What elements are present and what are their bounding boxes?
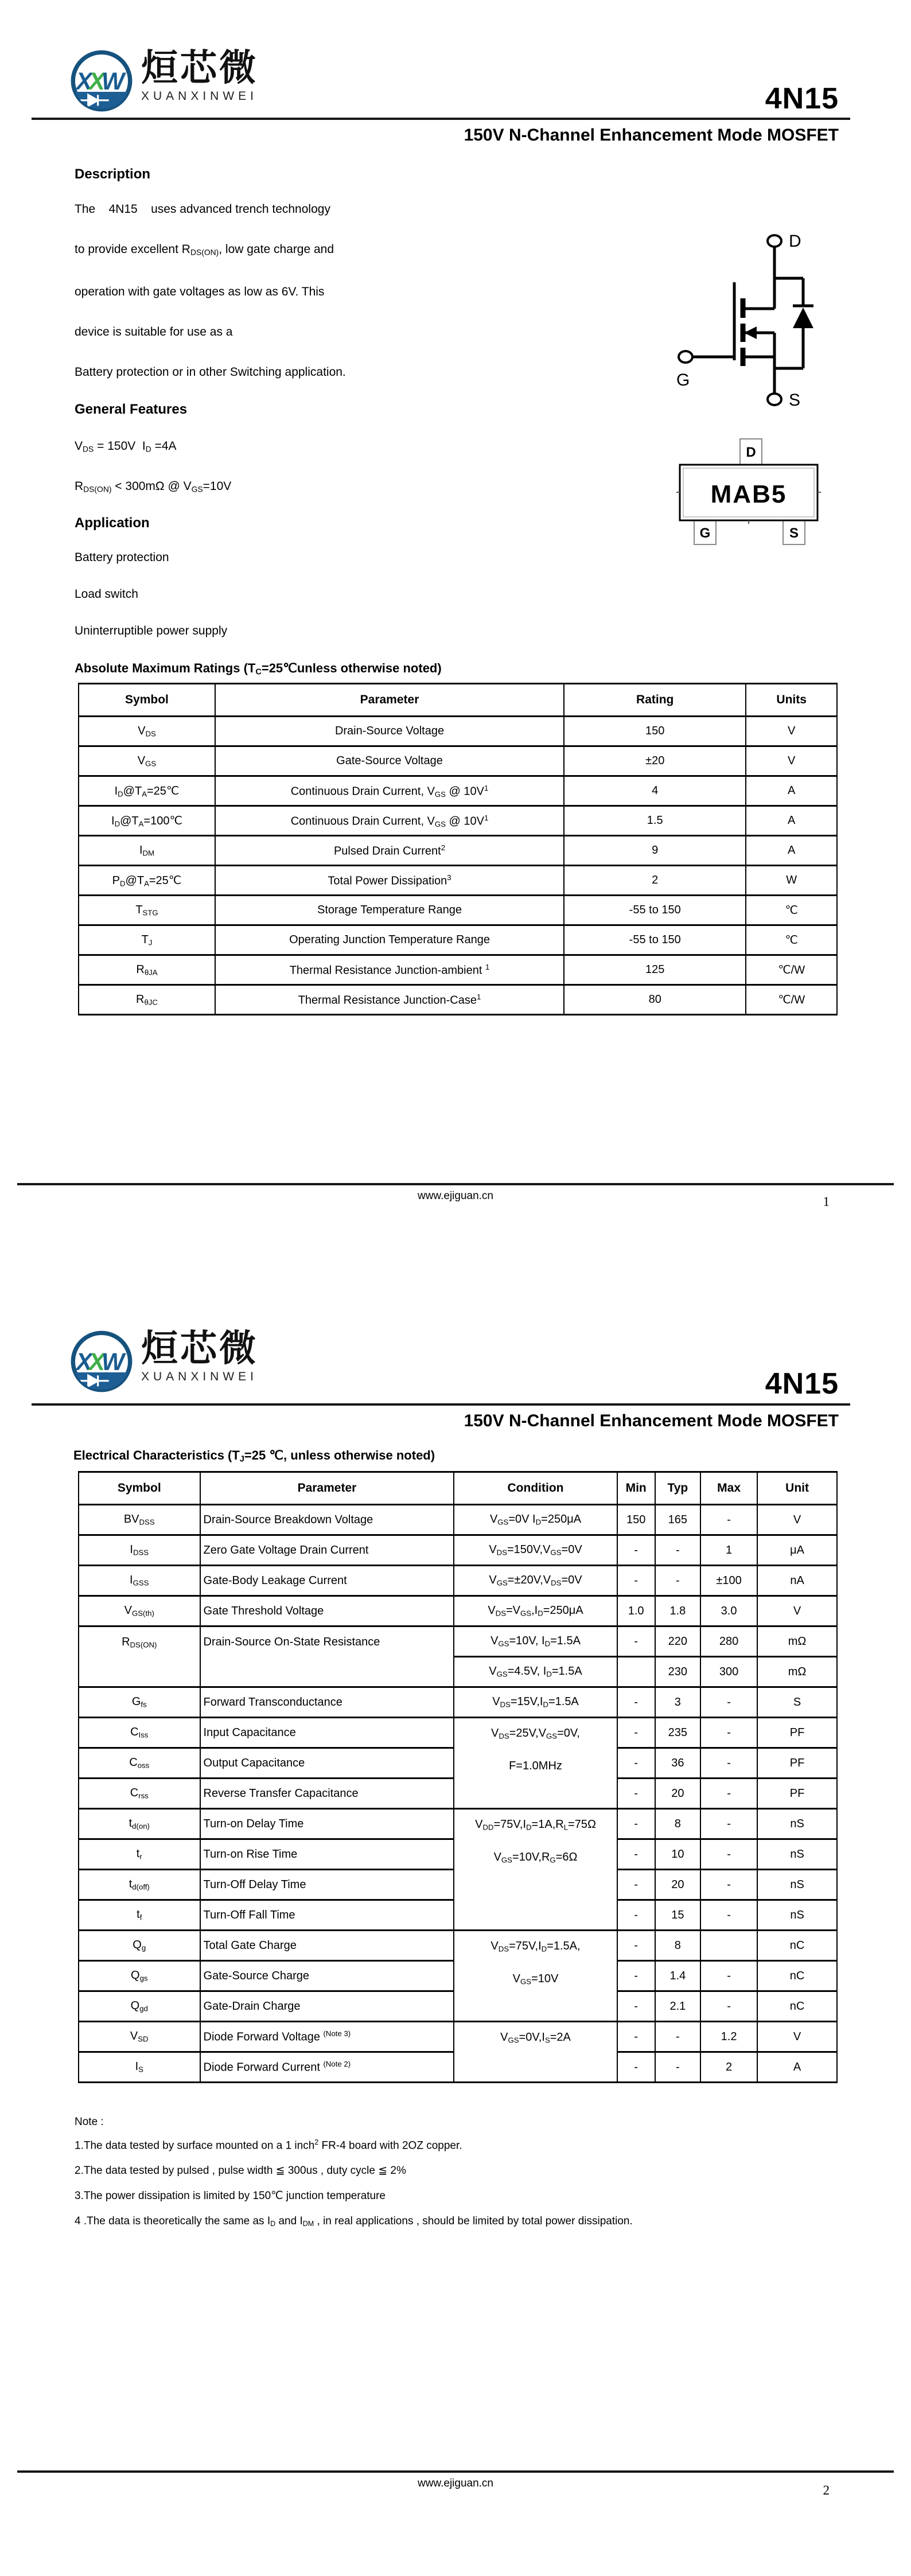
feature-line: $R_{DS(ON)} < 300m\Omega$ @ $V_{GS}=10V$ bbox=[75, 480, 232, 494]
column-header: Symbol bbox=[79, 684, 215, 717]
note-line: 2.The data tested by pulsed , pulse width ≦ 300us , duty cycle ≦ 2% bbox=[75, 2165, 406, 2177]
cell: ℃ bbox=[746, 896, 837, 925]
cell: 8 bbox=[655, 1809, 700, 1839]
cell: - bbox=[617, 1535, 655, 1566]
page-number-1: 1 bbox=[823, 1194, 830, 1209]
cell: - bbox=[700, 1748, 757, 1779]
cell: Thermal Resistance Junction-Case$^1$ bbox=[215, 985, 564, 1015]
cell: mΩ bbox=[757, 1657, 837, 1687]
cell: Continuous Drain Current, $V_{GS}$ @ $10V^1$ bbox=[215, 776, 564, 806]
cell: 1.0 bbox=[617, 1596, 655, 1626]
cell: - bbox=[617, 1748, 655, 1779]
cell: $V_{GS}=10V$, $I_D=1.5A$ bbox=[454, 1626, 617, 1657]
cell: ℃/W bbox=[746, 955, 837, 985]
cell: Drain-Source Voltage bbox=[215, 717, 564, 746]
cell: - bbox=[655, 1566, 700, 1596]
cell: Drain-Source Breakdown Voltage bbox=[200, 1505, 454, 1535]
cell: nC bbox=[757, 1991, 837, 2022]
cell: Output Capacitance bbox=[200, 1748, 454, 1779]
cell: V bbox=[757, 1596, 837, 1626]
cell: nA bbox=[757, 1566, 837, 1596]
cell: $T_{STG}$ bbox=[79, 896, 215, 925]
cell: $T_J$ bbox=[79, 925, 215, 955]
cell: $Q_g$ bbox=[79, 1931, 200, 1961]
cell: - bbox=[617, 1839, 655, 1870]
cell: 1.4 bbox=[655, 1961, 700, 1991]
cell: - bbox=[700, 1718, 757, 1748]
package-drawing bbox=[676, 439, 821, 544]
source-terminal bbox=[768, 394, 781, 405]
cell: 20 bbox=[655, 1870, 700, 1900]
cell: Gate-Source Charge bbox=[200, 1961, 454, 1991]
cell: 1.2 bbox=[700, 2022, 757, 2052]
cell: - bbox=[700, 1687, 757, 1718]
cell: Diode Forward Current $^{(Note 2)}$ bbox=[200, 2052, 454, 2083]
cell: V bbox=[757, 2022, 837, 2052]
cell: - bbox=[700, 1870, 757, 1900]
cell: - bbox=[617, 1626, 655, 1657]
table-row bbox=[79, 836, 837, 866]
cell: 8 bbox=[655, 1931, 700, 1961]
cell: Forward Transconductance bbox=[200, 1687, 454, 1718]
general-features-list bbox=[75, 427, 522, 508]
brand-name-chinese: 烜芯微 bbox=[141, 47, 258, 88]
cell: Reverse Transfer Capacitance bbox=[200, 1779, 454, 1809]
cell: $V_{DS}=15V,I_D=1.5A$ bbox=[454, 1687, 617, 1718]
column-header: Parameter bbox=[200, 1472, 454, 1505]
table-row bbox=[79, 1535, 837, 1566]
table-row bbox=[79, 806, 837, 836]
cell: 150 bbox=[617, 1505, 655, 1535]
cell: - bbox=[700, 1900, 757, 1931]
cell: $V_{SD}$ bbox=[79, 2022, 200, 2052]
table-row bbox=[79, 717, 837, 746]
brand-logo-page2 bbox=[70, 1330, 258, 1393]
cell: PF bbox=[757, 1718, 837, 1748]
table-row bbox=[79, 2022, 837, 2052]
cell: - bbox=[617, 2022, 655, 2052]
cell: $t_{d(off)}$ bbox=[79, 1870, 200, 1900]
table-row bbox=[79, 866, 837, 896]
cell: V bbox=[746, 717, 837, 746]
cell: $P_D@T_A=25℃$ bbox=[79, 866, 215, 896]
cell: Drain-Source On-State Resistance bbox=[200, 1626, 454, 1687]
cell: $V_{DS}=25V,V_{GS}=0V$, F=1.0MHz bbox=[454, 1718, 617, 1809]
cell: - bbox=[617, 1900, 655, 1931]
cell: $Q_{gs}$ bbox=[79, 1961, 200, 1991]
cell: $R_{DS(ON)}$ bbox=[79, 1626, 200, 1687]
table-row bbox=[79, 896, 837, 925]
table-row bbox=[79, 1931, 837, 1961]
cell: V bbox=[746, 746, 837, 776]
description-line: The 4N15 uses advanced trench technology bbox=[75, 203, 330, 216]
cell: Gate Threshold Voltage bbox=[200, 1596, 454, 1626]
cell: Continuous Drain Current, $V_{GS}$ @ $10V^1$ bbox=[215, 806, 564, 836]
cell: - bbox=[617, 1566, 655, 1596]
cell: Operating Junction Temperature Range bbox=[215, 925, 564, 955]
brand-logo bbox=[70, 49, 258, 112]
cell: $t_f$ bbox=[79, 1900, 200, 1931]
cell: $V_{DS}=150V,V_{GS}=0V$ bbox=[454, 1535, 617, 1566]
table-row bbox=[79, 1626, 837, 1657]
cell: 280 bbox=[700, 1626, 757, 1657]
cell: 1.8 bbox=[655, 1596, 700, 1626]
cell: 20 bbox=[655, 1779, 700, 1809]
cell: nC bbox=[757, 1961, 837, 1991]
cell: Gate-Drain Charge bbox=[200, 1991, 454, 2022]
body-arrow bbox=[744, 326, 757, 339]
cell: 3 bbox=[655, 1687, 700, 1718]
cell: $V_{GS}=\pm 20V,V_{DS}=0V$ bbox=[454, 1566, 617, 1596]
cell: -55 to 150 bbox=[564, 896, 746, 925]
cell: 125 bbox=[564, 955, 746, 985]
cell: nC bbox=[757, 1931, 837, 1961]
package-marking: MAB5 bbox=[710, 480, 787, 508]
mosfet-symbol bbox=[692, 247, 813, 393]
cell: - bbox=[617, 1718, 655, 1748]
mosfet-symbol-and-package-drawing bbox=[651, 218, 840, 562]
cell: $I_{DSS}$ bbox=[79, 1535, 200, 1566]
cell: 1.5 bbox=[564, 806, 746, 836]
cell: 15 bbox=[655, 1900, 700, 1931]
brand-logo-icon bbox=[70, 49, 133, 112]
drain-terminal bbox=[768, 235, 781, 247]
cell: A bbox=[757, 2052, 837, 2083]
notes-list bbox=[75, 2130, 855, 2236]
cell: - bbox=[700, 1809, 757, 1839]
cell: Zero Gate Voltage Drain Current bbox=[200, 1535, 454, 1566]
table-row bbox=[79, 985, 837, 1015]
cell: $C_{oss}$ bbox=[79, 1748, 200, 1779]
cell: nS bbox=[757, 1900, 837, 1931]
cell: $V_{GS(th)}$ bbox=[79, 1596, 200, 1626]
cell: 300 bbox=[700, 1657, 757, 1687]
cell: - bbox=[700, 1961, 757, 1991]
cell: A bbox=[746, 806, 837, 836]
column-header: Rating bbox=[564, 684, 746, 717]
page-number-2: 2 bbox=[823, 2483, 830, 2497]
cell: - bbox=[700, 1839, 757, 1870]
description-line: Battery protection or in other Switching application. bbox=[75, 365, 346, 379]
cell: $Q_{gd}$ bbox=[79, 1991, 200, 2022]
logo-letter-x1: X bbox=[76, 67, 92, 95]
cell: ±100 bbox=[700, 1566, 757, 1596]
cell: Input Capacitance bbox=[200, 1718, 454, 1748]
cell: - bbox=[617, 1870, 655, 1900]
part-number: 4N15 bbox=[765, 82, 839, 115]
feature-line: $V_{DS} = 150V$ $I_D =4A$ bbox=[75, 439, 177, 454]
brand-name-latin: XUANXINWEI bbox=[141, 1370, 258, 1383]
cell: Turn-on Rise Time bbox=[200, 1839, 454, 1870]
cell: W bbox=[746, 866, 837, 896]
cell: Total Power Dissipation$^3$ bbox=[215, 866, 564, 896]
logo-letter-x2: X bbox=[88, 67, 106, 95]
cell: 2 bbox=[564, 866, 746, 896]
column-header: Parameter bbox=[215, 684, 564, 717]
cell: $V_{GS}=0V$ $I_D=250\mu A$ bbox=[454, 1505, 617, 1535]
cell: 4 bbox=[564, 776, 746, 806]
footer-url-page1: www.ejiguan.cn bbox=[417, 1190, 494, 1202]
cell: $I_D@T_A=100℃$ bbox=[79, 806, 215, 836]
table-row bbox=[79, 776, 837, 806]
cell: V bbox=[757, 1505, 837, 1535]
cell: 1 bbox=[700, 1535, 757, 1566]
cell: $C_{rss}$ bbox=[79, 1779, 200, 1809]
cell: Thermal Resistance Junction-ambient $^1$ bbox=[215, 955, 564, 985]
cell: 2.1 bbox=[655, 1991, 700, 2022]
cell: Diode Forward Voltage $^{(Note 3)}$ bbox=[200, 2022, 454, 2052]
absolute-maximum-ratings-table bbox=[78, 683, 838, 1015]
table-row bbox=[79, 955, 837, 985]
brand-name-latin: XUANXINWEI bbox=[141, 90, 258, 103]
cell: $t_{d(on)}$ bbox=[79, 1809, 200, 1839]
description-line: to provide excellent $R_{DS(ON)}$, low gate charge and bbox=[75, 243, 334, 257]
application-list bbox=[75, 539, 522, 649]
cell: - bbox=[617, 2052, 655, 2083]
electrical-characteristics-table bbox=[78, 1471, 838, 2083]
cell: A bbox=[746, 776, 837, 806]
footer-url-page2: www.ejiguan.cn bbox=[417, 2477, 494, 2489]
header-rule-page2 bbox=[32, 1403, 850, 1406]
cell: - bbox=[700, 1779, 757, 1809]
notes-title: Note : bbox=[75, 2116, 104, 2128]
cell: $BV_{DSS}$ bbox=[79, 1505, 200, 1535]
cell: 10 bbox=[655, 1839, 700, 1870]
table-row bbox=[79, 1596, 837, 1626]
application-item: Battery protection bbox=[75, 551, 169, 564]
cell: PF bbox=[757, 1748, 837, 1779]
cell: μA bbox=[757, 1535, 837, 1566]
drain-label: D bbox=[789, 232, 801, 251]
table-row bbox=[79, 1687, 837, 1718]
footer-rule-page2 bbox=[17, 2470, 894, 2473]
cell: 220 bbox=[655, 1626, 700, 1657]
cell: $V_{GS}=0V,I_S=2A$ bbox=[454, 2022, 617, 2083]
svg-text:W: W bbox=[102, 1348, 124, 1375]
cell: $G_{fs}$ bbox=[79, 1687, 200, 1718]
cell: 230 bbox=[655, 1657, 700, 1687]
cell: $I_S$ bbox=[79, 2052, 200, 2083]
cell: $V_{DS}$ bbox=[79, 717, 215, 746]
cell: 3.0 bbox=[700, 1596, 757, 1626]
svg-text:X: X bbox=[76, 1348, 92, 1375]
description-paragraph bbox=[75, 189, 522, 392]
cell: 36 bbox=[655, 1748, 700, 1779]
brand-logo-icon bbox=[70, 1330, 133, 1393]
gate-label: G bbox=[676, 371, 690, 390]
description-line: device is suitable for use as a bbox=[75, 325, 233, 339]
cell: $t_r$ bbox=[79, 1839, 200, 1870]
cell: 9 bbox=[564, 836, 746, 866]
cell: S bbox=[757, 1687, 837, 1718]
cell: - bbox=[617, 1991, 655, 2022]
cell: - bbox=[617, 1779, 655, 1809]
cell: Total Gate Charge bbox=[200, 1931, 454, 1961]
cell: $R_{\theta JC}$ bbox=[79, 985, 215, 1015]
cell: 165 bbox=[655, 1505, 700, 1535]
page-title: 150V N-Channel Enhancement Mode MOSFET bbox=[464, 126, 839, 145]
body-diode-icon bbox=[793, 308, 813, 328]
description-line: operation with gate voltages as low as 6V. This bbox=[75, 285, 325, 299]
table-row bbox=[79, 925, 837, 955]
cell: $I_{DM}$ bbox=[79, 836, 215, 866]
column-header: Unit bbox=[757, 1472, 837, 1505]
electrical-characteristics-heading: Electrical Characteristics ($T_J=25$ ℃, unless otherwise noted) bbox=[73, 1448, 435, 1464]
column-header: Typ bbox=[655, 1472, 700, 1505]
cell: 235 bbox=[655, 1718, 700, 1748]
column-header: Units bbox=[746, 684, 837, 717]
note-line: 3.The power dissipation is limited by 150℃ junction temperature bbox=[75, 2190, 386, 2203]
cell: ℃/W bbox=[746, 985, 837, 1015]
cell: - bbox=[655, 1535, 700, 1566]
cell: $V_{DD}=75V,I_D=1A,R_L=75\Omega$ $V_{GS}=10V,R_G=6\Omega$ bbox=[454, 1809, 617, 1931]
cell: -55 to 150 bbox=[564, 925, 746, 955]
column-header: Condition bbox=[454, 1472, 617, 1505]
cell: - bbox=[655, 2022, 700, 2052]
cell: Turn-Off Delay Time bbox=[200, 1870, 454, 1900]
note-line: 1.The data tested by surface mounted on a 1 inch$^2$ FR-4 board with 2OZ copper. bbox=[75, 2138, 462, 2152]
note-line: 4 .The data is theoretically the same as $I_D$ and $I_{DM}$ , in real applications , should be limited by total power dissipation. bbox=[75, 2215, 633, 2228]
abs-max-ratings-heading: Absolute Maximum Ratings ($T_C=25℃unless$ otherwise noted) bbox=[75, 661, 442, 677]
cell: $V_{DS}=V_{GS},I_D=250\mu A$ bbox=[454, 1596, 617, 1626]
cell: $I_D@T_A=25℃$ bbox=[79, 776, 215, 806]
package-pin-s-label: S bbox=[789, 526, 799, 541]
column-header: Min bbox=[617, 1472, 655, 1505]
cell: 150 bbox=[564, 717, 746, 746]
cell: - bbox=[617, 1809, 655, 1839]
table-row bbox=[79, 1809, 837, 1839]
svg-text:X: X bbox=[88, 1348, 106, 1375]
cell: Pulsed Drain Current$^2$ bbox=[215, 836, 564, 866]
cell: - bbox=[617, 1961, 655, 1991]
cell: - bbox=[700, 1991, 757, 2022]
cell: PF bbox=[757, 1779, 837, 1809]
cell: $V_{GS}=4.5V$, $I_D=1.5A$ bbox=[454, 1657, 617, 1687]
cell: 2 bbox=[700, 2052, 757, 2083]
page-title-page2: 150V N-Channel Enhancement Mode MOSFET bbox=[464, 1411, 839, 1430]
description-heading: Description bbox=[75, 166, 151, 182]
cell: $R_{\theta JA}$ bbox=[79, 955, 215, 985]
cell: 80 bbox=[564, 985, 746, 1015]
cell: - bbox=[617, 1931, 655, 1961]
cell: - bbox=[700, 1505, 757, 1535]
general-features-heading: General Features bbox=[75, 402, 188, 417]
cell: $I_{GSS}$ bbox=[79, 1566, 200, 1596]
part-number-page2: 4N15 bbox=[765, 1367, 839, 1400]
cell bbox=[617, 1657, 655, 1687]
table-row bbox=[79, 1718, 837, 1748]
column-header: Max bbox=[700, 1472, 757, 1505]
cell: nS bbox=[757, 1870, 837, 1900]
cell: Gate-Source Voltage bbox=[215, 746, 564, 776]
logo-letter-w: W bbox=[102, 67, 124, 95]
table-row bbox=[79, 746, 837, 776]
table-row bbox=[79, 1566, 837, 1596]
cell: - bbox=[617, 1687, 655, 1718]
cell: ±20 bbox=[564, 746, 746, 776]
footer-rule-page1 bbox=[17, 1183, 894, 1185]
cell: $C_{Iss}$ bbox=[79, 1718, 200, 1748]
table-row bbox=[79, 1505, 837, 1535]
cell: $V_{GS}$ bbox=[79, 746, 215, 776]
cell: ℃ bbox=[746, 925, 837, 955]
application-item: Load switch bbox=[75, 587, 138, 601]
cell: nS bbox=[757, 1839, 837, 1870]
brand-name-chinese: 烜芯微 bbox=[141, 1328, 258, 1369]
gate-terminal bbox=[679, 351, 692, 363]
header-rule bbox=[32, 118, 850, 120]
cell: Turn-on Delay Time bbox=[200, 1809, 454, 1839]
application-heading: Application bbox=[75, 515, 150, 531]
application-item: Uninterruptible power supply bbox=[75, 624, 228, 637]
cell: Turn-Off Fall Time bbox=[200, 1900, 454, 1931]
cell: - bbox=[655, 2052, 700, 2083]
cell: A bbox=[746, 836, 837, 866]
cell: $V_{DS}=75V,I_D=1.5A$, $V_{GS}=10V$ bbox=[454, 1931, 617, 2022]
cell: Gate-Body Leakage Current bbox=[200, 1566, 454, 1596]
cell bbox=[700, 1931, 757, 1961]
cell: nS bbox=[757, 1809, 837, 1839]
cell: mΩ bbox=[757, 1626, 837, 1657]
package-pin-d-label: D bbox=[746, 445, 756, 460]
package-pin-g-label: G bbox=[699, 526, 711, 541]
source-label: S bbox=[789, 391, 801, 410]
cell: Storage Temperature Range bbox=[215, 896, 564, 925]
column-header: Symbol bbox=[79, 1472, 200, 1505]
